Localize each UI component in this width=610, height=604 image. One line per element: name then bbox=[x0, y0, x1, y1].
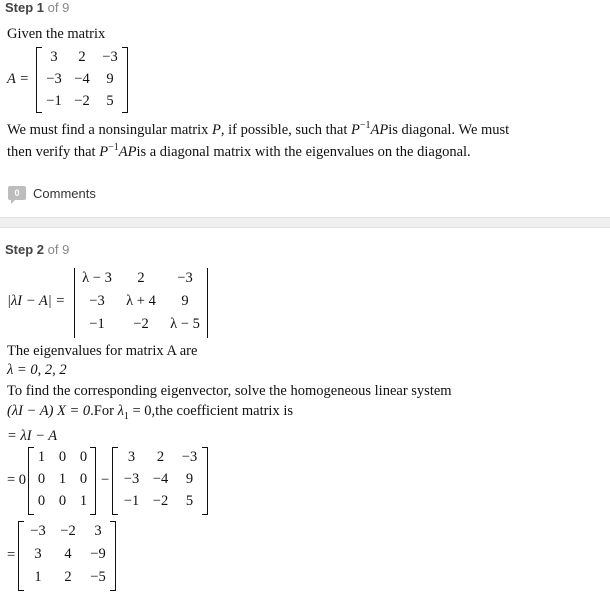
matrix-cell: λ − 5 bbox=[170, 316, 200, 332]
matrix-cell: −2 bbox=[74, 93, 90, 109]
matrix-cell: −3 bbox=[181, 449, 198, 465]
result-matrix bbox=[18, 521, 116, 591]
matrix-cell: −3 bbox=[30, 523, 46, 539]
step-label: Step 2 bbox=[5, 242, 45, 257]
matrix-cell: −1 bbox=[89, 316, 105, 332]
matrix-cell: −4 bbox=[152, 471, 169, 487]
matrix-cell: λ − 3 bbox=[82, 270, 112, 286]
matrix-cell: 5 bbox=[185, 493, 194, 509]
comment-count-badge: 0 bbox=[8, 186, 26, 200]
matrix-cell: −2 bbox=[133, 316, 149, 332]
step-of: of 9 bbox=[47, 0, 70, 15]
matrix-cell: 2 bbox=[78, 49, 86, 65]
step-of: of 9 bbox=[47, 242, 70, 257]
matrix-cell: 9 bbox=[185, 471, 194, 487]
matrix-cell: 1 bbox=[58, 471, 67, 487]
given-text: Given the matrix bbox=[7, 26, 106, 42]
paragraph-1-line-1: We must find a nonsingular matrix P, if possible, such that $P^{-1}APis$ diagonal. We must bbox=[7, 120, 510, 138]
det-matrix bbox=[73, 268, 209, 338]
matrix-cell: 2 bbox=[156, 449, 165, 465]
matrix-cell: −3 bbox=[89, 293, 105, 309]
matrix-cell: −9 bbox=[90, 546, 106, 562]
comments-link[interactable]: Comments bbox=[33, 186, 96, 201]
matrix-cell: 3 bbox=[127, 449, 136, 465]
matrix-cell: 4 bbox=[64, 546, 72, 562]
step-label: Step 1 bbox=[5, 0, 45, 15]
matrix-cell: 0 bbox=[58, 449, 67, 465]
find-text: To find the corresponding eigenvector, solve the homogeneous linear system bbox=[7, 383, 452, 399]
step-2-header bbox=[5, 242, 69, 257]
matrix-cell: −2 bbox=[152, 493, 169, 509]
matrix-cell: −3 bbox=[102, 49, 118, 65]
matrix-cell: −1 bbox=[123, 493, 140, 509]
matrix-cell: −1 bbox=[46, 93, 62, 109]
eq3-prefix: = bbox=[7, 547, 16, 563]
matrix-cell: λ + 4 bbox=[126, 293, 156, 309]
eigen-values: λ = 0, 2, 2 bbox=[7, 362, 67, 378]
matrix-cell: 3 bbox=[94, 523, 102, 539]
matrix-cell: −5 bbox=[90, 569, 106, 585]
matrix-a bbox=[36, 47, 128, 113]
eigen-text: The eigenvalues for matrix A are bbox=[7, 343, 198, 359]
matrix-cell: 0 bbox=[79, 449, 88, 465]
matrix-cell: 5 bbox=[106, 93, 114, 109]
matrix-cell: 2 bbox=[64, 569, 72, 585]
det-label: |λI − A| = bbox=[7, 293, 66, 309]
step-1-header bbox=[5, 0, 69, 15]
divider bbox=[0, 217, 610, 228]
eq2-prefix: = 0 bbox=[7, 472, 27, 488]
minus-sign: − bbox=[101, 472, 110, 488]
matrix-a-label: A = bbox=[7, 71, 30, 87]
paragraph-1-line-2: then verify that $P^{-1}APis$ a diagonal matrix with the eigenvalues on the diagonal. bbox=[7, 142, 471, 160]
matrix-cell: −3 bbox=[123, 471, 140, 487]
matrix-cell: 9 bbox=[181, 293, 189, 309]
matrix-cell: 0 bbox=[37, 493, 46, 509]
matrix-cell: −3 bbox=[177, 270, 193, 286]
matrix-cell: 9 bbox=[106, 71, 114, 87]
matrix-cell: 0 bbox=[37, 471, 46, 487]
identity-matrix bbox=[28, 447, 96, 515]
eq-lambda-i: = λI − A bbox=[7, 428, 58, 444]
matrix-cell: 1 bbox=[34, 569, 42, 585]
matrix-cell: 2 bbox=[137, 270, 145, 286]
matrix-cell: 3 bbox=[34, 546, 42, 562]
matrix-cell: −3 bbox=[46, 71, 62, 87]
matrix-cell: 0 bbox=[79, 471, 88, 487]
matrix-cell: 1 bbox=[79, 493, 88, 509]
matrix-a-second bbox=[112, 447, 208, 515]
matrix-cell: −4 bbox=[74, 71, 90, 87]
matrix-cell: −2 bbox=[60, 523, 76, 539]
comments-bar[interactable] bbox=[0, 178, 610, 218]
matrix-cell: 1 bbox=[37, 449, 46, 465]
system-line: (λI − A) X = 0.For $\lambda_1 = 0,the$ coefficient matrix is bbox=[7, 403, 294, 422]
matrix-cell: 3 bbox=[50, 49, 58, 65]
matrix-cell: 0 bbox=[58, 493, 67, 509]
